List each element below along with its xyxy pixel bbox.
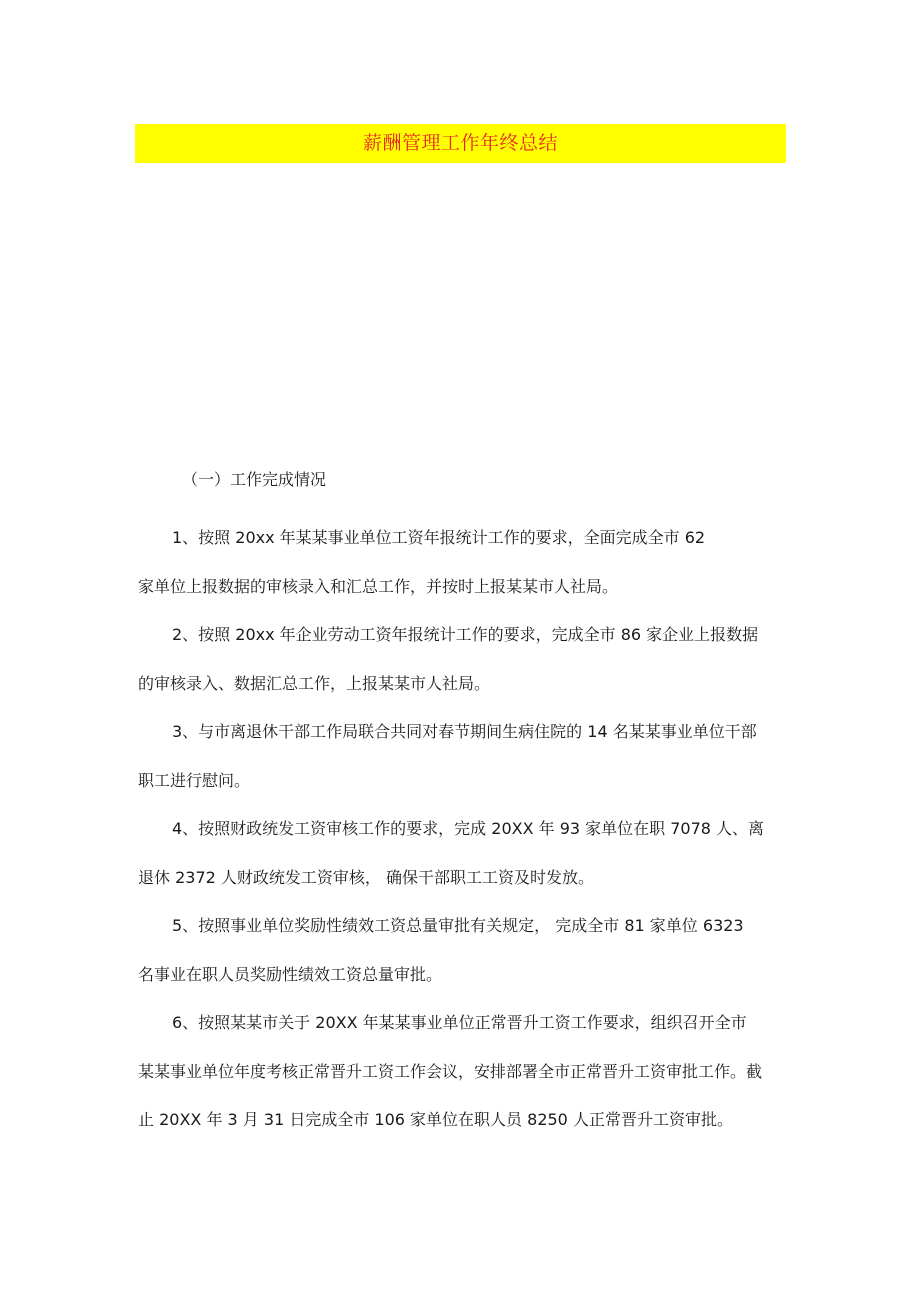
paragraph-line: 2、按照 20xx 年企业劳动工资年报统计工作的要求，完成全市 86 家企业上报数据 bbox=[172, 625, 759, 644]
paragraph-5 bbox=[138, 902, 788, 999]
paragraph-line: 名事业在职人员奖励性绩效工资总量审批。 bbox=[138, 964, 443, 984]
document-title: 薪酬管理工作年终总结 bbox=[362, 132, 558, 154]
paragraph-line: 3、与市离退休干部工作局联合共同对春节期间生病住院的 14 名某某事业单位干部 bbox=[172, 722, 757, 741]
paragraph-line: 6、按照某某市关于 20XX 年某某事业单位正常晋升工资工作要求，组织召开全市 bbox=[172, 1013, 747, 1032]
paragraph-line: 止 20XX 年 3 月 31 日完成全市 106 家单位在职人员 8250 人正常晋升工资审批。 bbox=[138, 1110, 733, 1129]
paragraph-line: 退休 2372 人财政统发工资审核， 确保干部职工工资及时发放。 bbox=[138, 867, 594, 887]
paragraph-3 bbox=[138, 708, 788, 805]
paragraph-4 bbox=[138, 805, 788, 902]
paragraph-line: 1、按照 20xx 年某某事业单位工资年报统计工作的要求，全面完成全市 62 bbox=[172, 528, 706, 547]
paragraph-line: 的审核录入、数据汇总工作，上报某某市人社局。 bbox=[138, 673, 491, 693]
paragraph-line: 职工进行慰问。 bbox=[138, 770, 251, 790]
paragraph-6 bbox=[138, 999, 788, 1145]
document-body bbox=[138, 466, 788, 1145]
title-banner bbox=[135, 124, 786, 163]
paragraph-line: 4、按照财政统发工资审核工作的要求，完成 20XX 年 93 家单位在职 7078 人、离 bbox=[172, 819, 765, 838]
section-heading: （一）工作完成情况 bbox=[182, 470, 327, 489]
paragraph-line: 某某事业单位年度考核正常晋升工资工作会议，安排部署全市正常晋升工资审批工作。截 bbox=[138, 1061, 763, 1081]
paragraph-1 bbox=[138, 514, 788, 611]
paragraph-2 bbox=[138, 611, 788, 708]
paragraph-line: 家单位上报数据的审核录入和汇总工作，并按时上报某某市人社局。 bbox=[138, 576, 619, 596]
paragraph-line: 5、按照事业单位奖励性绩效工资总量审批有关规定， 完成全市 81 家单位 6323 bbox=[172, 916, 744, 935]
